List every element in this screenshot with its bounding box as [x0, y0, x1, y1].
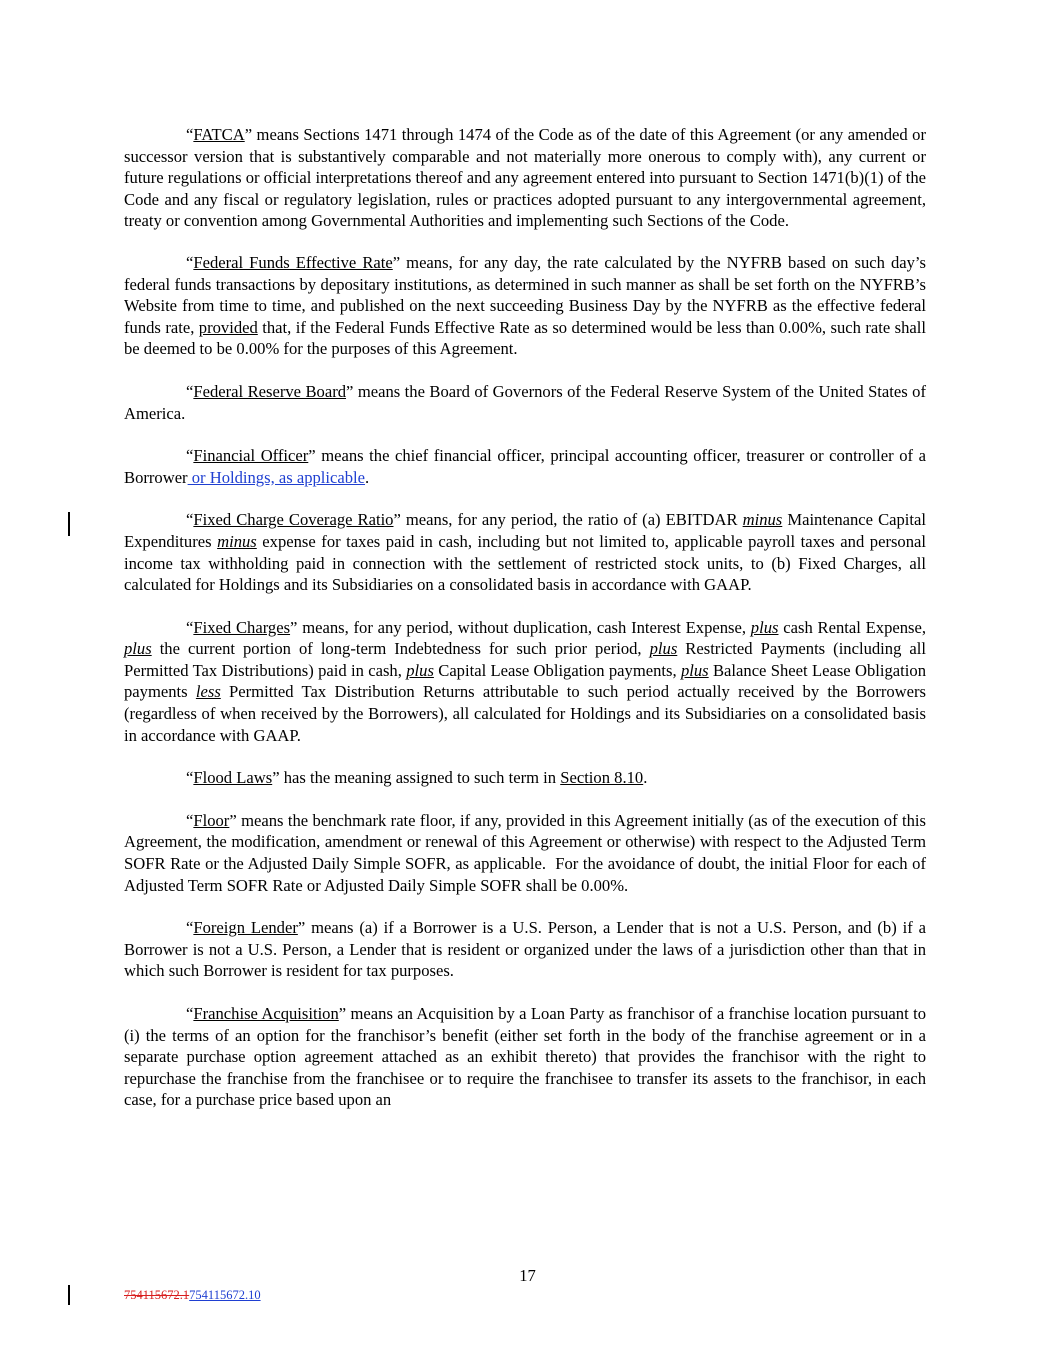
defined-term: Flood Laws — [193, 768, 273, 788]
defined-term: Federal Funds Effective Rate — [193, 252, 393, 272]
plus-term: plus — [406, 660, 434, 680]
defined-term: Floor — [193, 810, 230, 830]
defined-term: FATCA — [193, 125, 245, 144]
deleted-doc-id: 754115672.1 — [124, 1288, 190, 1302]
defined-term: Federal Reserve Board — [193, 381, 347, 401]
defined-term: Financial Officer — [193, 446, 309, 466]
definition-fixed-charges: “Fixed Charges” means, for any period, without duplication, cash Interest Expense, plus cash Rental Expense, plus the current portion of long-term Indebtedness for such prior period, plus Restricted Payments (including all Permitted Tax Distributions) paid in cash, plus Capital Lease Obligation payments, plus Balance Sheet Lease Obligation payments less Permitted Tax Distribution Returns attributable to such period actually received by the Borrowers (regardless of when received by the Borrowers), all calculated for Holdings and its Subsidiaries on a consolidated basis in accordance with GAAP. — [124, 617, 927, 745]
document-id — [124, 1288, 261, 1303]
document-body — [124, 124, 926, 1132]
definition-federal-reserve-board: “Federal Reserve Board” means the Board of Governors of the Federal Reserve System of the United States of America. — [124, 381, 926, 423]
inserted-doc-id: 754115672.10 — [189, 1288, 261, 1302]
definition-flood-laws: “Flood Laws” has the meaning assigned to such term in Section 8.10. — [186, 768, 648, 788]
plus-term: plus — [124, 639, 152, 659]
definition-federal-funds-effective-rate: “Federal Funds Effective Rate” means, for any day, the rate calculated by the NYFRB based on such day’s federal funds transactions by depositary institutions, as determined in such manner as shall be set forth on the NYFRB’s Website from time to time, and published on the next succeeding Business Day by the NYFRB as the effective federal funds rate, provided that, if the Federal Funds Effective Rate as so determined would be less than 0.00%, such rate shall be deemed to be 0.00% for the purposes of this Agreement. — [124, 252, 927, 359]
page-number: 17 — [519, 1266, 536, 1285]
defined-term: Fixed Charge Coverage Ratio — [193, 510, 394, 530]
defined-term: Foreign Lender — [193, 918, 298, 938]
definition-fatca: “FATCA” means Sections 1471 through 1474 of the Code as of the date of this Agreement (or any amended or successor version that is substantively comparable and not materially more onerous to comply with), any current or future regulations or official interpretations thereof and any agreement entered into pursuant to Section 1471(b)(1) of the Code and any fiscal or regulatory legislation, rules or practices adopted pursuant to any intergovernmental agreement, treaty or convention among Governmental Authorities and implementing such Sections of the Code. — [124, 125, 926, 231]
change-bar-financial-officer — [68, 512, 70, 536]
definition-foreign-lender: “Foreign Lender” means (a) if a Borrower is a U.S. Person, a Lender that is not a U.S. Person, and (b) if a Borrower is not a U.S. Person, a Lender that is resident or organized under the laws of a jurisdiction other than that in which such Borrower is resident for tax purposes. — [124, 918, 926, 981]
definition-financial-officer: “Financial Officer” means the chief financial officer, principal accounting officer, treasurer or controller of a Borrower or Holdings, as applicable. — [124, 446, 927, 487]
change-bar-footer — [68, 1285, 70, 1305]
definition-fixed-charge-coverage-ratio: “Fixed Charge Coverage Ratio” means, for any period, the ratio of (a) EBITDAR minus Maintenance Capital Expenditures minus expense for taxes paid in cash, including but not limited to, applicable payroll taxes and personal income tax withholding paid in connection with the settlement of restricted stock units, to (b) Fixed Charges, all calculated for Holdings and its Subsidiaries on a consolidated basis in accordance with GAAP. — [124, 510, 926, 595]
inserted-text: or Holdings, as applicable — [187, 467, 366, 487]
plus-term: plus — [649, 639, 678, 659]
less-term: less — [195, 682, 221, 702]
definition-franchise-acquisition: “Franchise Acquisition” means an Acquisition by a Loan Party as franchisor of a franchise location pursuant to (i) the terms of an option for the franchisor’s benefit (either set forth in the body of the franchise agreement or in a separate purchase option agreement attached as an exhibit thereto) that provides the franchisor with the right to repurchase the franchise from the franchisee or to require the franchisee to transfer its assets to the franchisor, in each case, for a purchase price based upon an — [124, 1004, 926, 1110]
provided-term: provided — [198, 317, 258, 337]
plus-term: plus — [680, 660, 709, 680]
plus-term: plus — [750, 617, 779, 637]
minus-term: minus — [217, 531, 257, 551]
minus-term: minus — [742, 510, 783, 530]
definition-floor: “Floor” means the benchmark rate floor, if any, provided in this Agreement initially (as of the execution of this Agreement, the modification, amendment or renewal of this Agreement or otherwise) with respect to the Adjusted Term SOFR Rate or the Adjusted Daily Simple SOFR, as applicable. For the avoidance of doubt, the initial Floor for each of Adjusted Term SOFR Rate or Adjusted Daily Simple SOFR shall be 0.00%. — [124, 810, 926, 895]
defined-term: Franchise Acquisition — [193, 1004, 339, 1023]
section-reference: Section 8.10 — [560, 768, 644, 788]
defined-term: Fixed Charges — [193, 617, 291, 637]
